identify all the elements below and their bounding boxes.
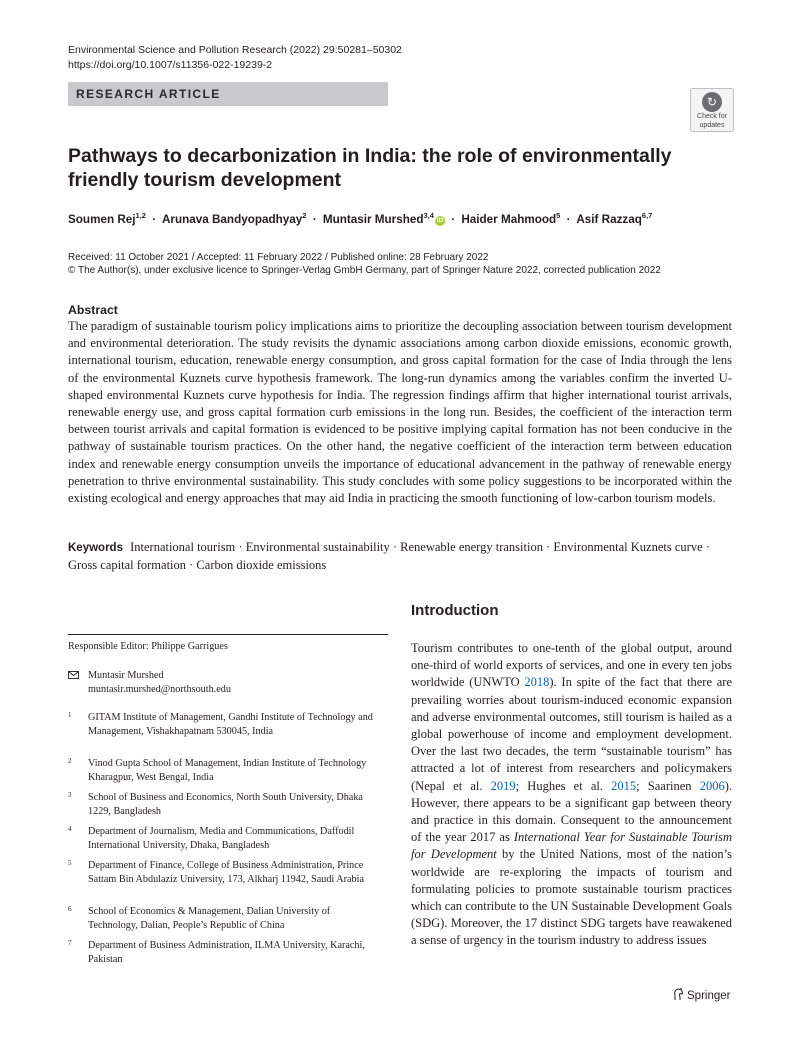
introduction-body [411,640,732,950]
envelope-icon [68,671,79,679]
affiliation-number: 7 [68,939,72,947]
check-updates-line1: Check for [697,113,727,120]
intro-italic-text: International Year for Sustainable Tourism for Development [411,830,732,862]
author-affiliation-sup: 3,4 [423,211,434,220]
abstract-heading: Abstract [68,303,118,317]
affiliation-text: Department of Finance, College of Business Administration, Prince Sattam Bin Abdulaziz University, 173, Alkharj 11942, Saudi Arabia [88,860,364,885]
affiliation-item [68,825,388,852]
author-affiliation-sup: 1,2 [135,211,146,220]
affiliation-item [68,905,388,932]
check-updates-line2: updates [699,121,725,129]
paper-title: Pathways to decarbonization in India: the role of environmentally friendly tourism development [68,145,672,191]
article-type-label: RESEARCH ARTICLE [76,87,221,101]
responsible-editor: Responsible Editor: Philippe Garrigues [68,641,228,652]
author-name[interactable]: Muntasir Murshed [322,212,424,226]
abstract-body: The paradigm of sustainable tourism policy implications aims to prioritize the decoupling association between tourism development and environmental deterioration. The study revisits the dynamic associations among carbon dioxide emissions, economic growth, international tourism, education, renewable energy consumption, and gross capital formation for the case of India through the lens of the environmental Kuznets curve hypothesis framework. The long-run dynamics among the variables confirm the inverted U-shaped environmental Kuznets curve hypothesis for India. The regression findings affirm that higher international tourist arrivals, renewable energy use, and gross capital formation curb emissions in the long run. Besides, the coefficient of the interaction term between tourist arrivals and capital formation is evidenced to be positive implying capital formation has not been conducive in the pathway of sustainable tourism practices. On the other hand, the negative coefficient of the interaction term between education index and renewable energy consumption unveils the importance of educational advancement in the pathway of renewable energy penetration to thrive environmental sustainability. This study concludes with some policy suggestions to be incorporated within the existing ecological and energy approaches that may aid India in practicing the smooth functioning of low-carbon tourism models. [68,319,732,506]
intro-text-segment: ). However, there appears to be a significant gap between theory and practice in this domain. Consequent to the announcement of the year 2017 as [411,778,732,845]
author-list [68,211,768,226]
refresh-icon: ↻ [702,92,722,112]
affiliation-item [68,791,388,818]
author-separator: · [152,212,157,226]
footnote-divider [68,634,388,635]
affiliation-item [68,757,388,784]
affiliation-number: 3 [68,791,72,799]
check-for-updates-button[interactable] [690,88,734,132]
copyright-notice: © The Author(s), under exclusive licence to Springer-Verlag GmbH Germany, part of Springer Nature 2022, corrected publication 2022 [68,265,661,276]
keywords-list: International tourism · Environmental sustainability · Renewable energy transition · Environmental Kuznets curve · Gross capital formation · Carbon dioxide emissions [68,540,710,573]
intro-text-segment: ; Hughes et al. [515,778,612,793]
affiliation-item [68,859,388,886]
corresponding-author-email[interactable]: muntasir.murshed@northsouth.edu [88,683,231,695]
springer-horse-icon [672,988,684,1001]
affiliation-text: Department of Business Administration, ILMA University, Karachi, Pakistan [88,940,365,965]
affiliation-item [68,939,388,966]
intro-text-segment: Tourism contributes to one-tenth of the global output, around one-third of world exports of services, and one in every ten jobs worldwide (UNWTO [411,641,732,690]
intro-text-segment: ; Saarinen [636,778,700,793]
introduction-heading: Introduction [411,602,499,619]
affiliation-text: School of Economics & Management, Dalian University of Technology, Dalian, People’s Republic of China [88,906,331,931]
keywords-label: Keywords [68,542,123,554]
article-type-banner [68,82,388,106]
citation-link[interactable]: 2006 [699,778,725,793]
affiliation-number: 6 [68,905,72,913]
doi-link[interactable]: https://doi.org/10.1007/s11356-022-19239-2 [68,59,273,71]
keywords-block [68,539,732,574]
citation-link[interactable]: 2019 [490,778,516,793]
corresponding-author-name: Muntasir Murshed [88,670,164,681]
author-name[interactable]: Arunava Bandyopadhyay [161,212,303,226]
author-name[interactable]: Asif Razzaq [576,212,642,226]
citation-link[interactable]: 2018 [524,675,550,690]
publisher-logo [672,988,730,1002]
author-separator: · [451,212,456,226]
affiliation-number: 2 [68,757,72,765]
citation-link[interactable]: 2015 [611,778,637,793]
author-separator: · [566,212,571,226]
publisher-name: Springer [687,990,731,1002]
intro-text-segment: ). In spite of the fact that there are prevailing worries about tourism-induced economic expansion and adverse environmental outcomes, still tourism is hailed as a global powerhouse of income and employment development. Over the last two decades, the term “sustainable tourism” has attracted a lot of interest from researchers and policymakers (Nepal et al. [411,675,732,793]
orcid-icon[interactable]: iD [436,216,444,224]
publication-dates: Received: 11 October 2021 / Accepted: 11 February 2022 / Published online: 28 February 2022 [68,252,489,263]
author-affiliation-sup: 2 [302,211,307,220]
journal-citation: Environmental Science and Pollution Research (2022) 29:50281–50302 [68,44,402,56]
affiliation-number: 1 [68,711,72,719]
author-affiliation-sup: 5 [556,211,561,220]
affiliation-text: GITAM Institute of Management, Gandhi Institute of Technology and Management, Vishakhapatnam 530045, India [88,712,373,737]
intro-text-segment: by the United Nations, most of the nation’s worldwide are re-exploring the impacts of tourism and formulating policies to promote sustainable tourism practices which can contribute to the UN Sustainable Development Goals (SDG). Moreover, the 17 distinct SDG targets have reawakened a sense of urgency in the tourism industry to address issues [411,847,732,948]
author-separator: · [312,212,317,226]
author-name[interactable]: Soumen Rej [68,212,136,226]
affiliation-text: Department of Journalism, Media and Communications, Daffodil International University, Dhaka, Bangladesh [88,826,355,851]
corresponding-author [68,669,388,696]
author-name[interactable]: Haider Mahmood [461,212,557,226]
author-affiliation-sup: 6,7 [641,211,653,220]
affiliation-item [68,711,388,738]
affiliation-number: 4 [68,825,72,833]
affiliation-text: School of Business and Economics, North South University, Dhaka 1229, Bangladesh [88,792,363,817]
affiliation-text: Vinod Gupta School of Management, Indian Institute of Technology Kharagpur, West Bengal, India [88,758,367,783]
affiliation-number: 5 [68,859,72,867]
